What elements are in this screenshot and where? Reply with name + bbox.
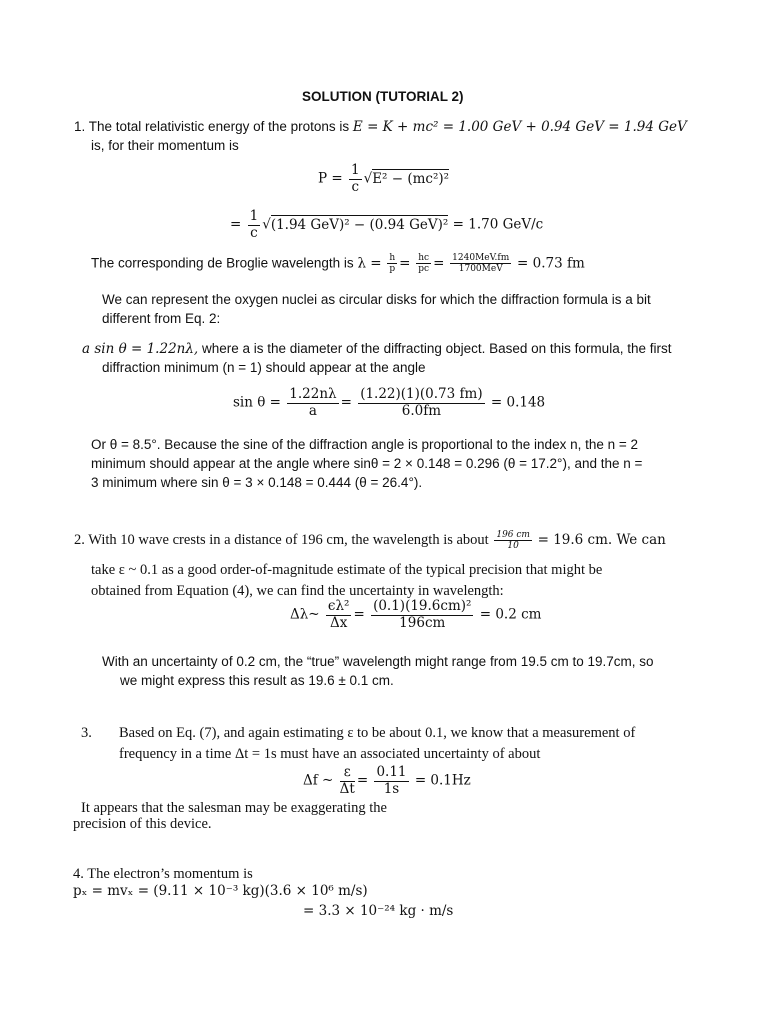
p1-eq2-right: = 1.70 GeV/c (452, 216, 544, 233)
p1-disk-line2: different from Eq. 2: (102, 311, 221, 326)
p3-eq-frac1 (340, 765, 355, 797)
p4-line1: 4. The electron’s momentum is (73, 866, 253, 882)
p1-energy-equation: E = K + mc² = 1.00 GeV + 0.94 GeV = 1.94 GeV (352, 119, 687, 135)
p1-wl-f2-den: pc (418, 264, 430, 275)
p3-tail2: precision of this device. (73, 816, 212, 832)
p1-or-line3: 3 minimum where sin θ = 3 × 0.148 = 0.444 (θ = 26.4°). (91, 475, 423, 490)
p1-eq1-frac (349, 163, 362, 195)
page-title: SOLUTION (TUTORIAL 2) (302, 89, 464, 104)
p1-sin-f2-den: 6.0fm (401, 402, 442, 419)
p2-eq-f2-den: 196cm (399, 614, 446, 631)
p1-line2: is, for their momentum is (91, 138, 239, 153)
p1-or-line1: Or θ = 8.5°. Because the sine of the diffraction angle is proportional to the index n, the n = 2 (91, 437, 639, 452)
p4-momentum-eq1: pₓ = mvₓ = (9.11 × 10⁻³ kg)(3.6 × 10⁶ m/s) (73, 883, 368, 899)
p3-frequency-equation: Δf ~ $\frac{\varepsilon}{\Delta t}$ = $\frac{0.11}{1s}$ = 0.1Hz (303, 764, 471, 797)
p2-eq-frac1 (326, 599, 352, 631)
p1-eq1-root: E² − (mc²)² (372, 170, 450, 187)
p1-eq2-den: c (250, 224, 258, 241)
p2-line1-frac (494, 530, 532, 552)
p3-eq-f1-num: ε (340, 765, 355, 782)
p1-formula-eq: a sin θ = 1.22nλ, (82, 341, 199, 357)
p1-wl-text: The corresponding de Broglie wavelength is (91, 255, 354, 271)
p2-eq-frac2 (371, 599, 473, 631)
p1-sin-f1-den: a (308, 402, 317, 419)
p2-line2: take ε ~ 0.1 as a good order-of-magnitude estimate of the typical precision that might be (91, 562, 603, 578)
p4-momentum-eq2: = 3.3 × 10⁻²⁴ kg · m/s (303, 903, 454, 919)
p3-number: 3. (81, 725, 92, 741)
p3-eq-left: Δf ~ (303, 772, 334, 789)
p1-sin-frac2 (358, 387, 484, 419)
p2-line3: obtained from Equation (4), we can find the uncertainty in wavelength: (91, 583, 504, 599)
p2-eq-right: = 0.2 cm (479, 606, 542, 623)
p1-wl-f1-den: p (389, 264, 396, 275)
p1-sin-frac1 (287, 387, 338, 419)
p2-eq-f1-den: Δx (330, 614, 348, 631)
p1-momentum-value: = $\frac{1}{c}$ √(1.94 GeV)² − (0.94 GeV)² = 1.70 GeV/c (230, 208, 544, 241)
p1-eq2-frac (248, 209, 261, 241)
p2-line1-text: 2. With 10 wave crests in a distance of 196 cm, the wavelength is about (74, 532, 489, 549)
p2-line1-right: = 19.6 cm. We can (537, 532, 666, 549)
p3-eq-f2-den: 1s (383, 780, 400, 797)
p2-unc-line2: we might express this result as 19.6 ± 0.1 cm. (120, 673, 394, 688)
p1-wl-frac1 (387, 253, 397, 275)
p1-wl-frac2 (416, 253, 431, 275)
p2-unc-line1: With an uncertainty of 0.2 cm, the “true” wavelength might range from 19.5 cm to 19.7cm, so (102, 654, 654, 669)
p1-eq1-den: c (351, 178, 360, 195)
p2-eq-f2-num: (0.1)(19.6cm)² (373, 598, 472, 614)
p1-eq1-left: P = (318, 170, 343, 187)
p1-wl-f2-num: hc (418, 253, 430, 263)
p3-eq-frac2 (374, 765, 408, 797)
p1-wl-frac3 (450, 253, 511, 275)
p2-line1-num: 196 cm (496, 530, 530, 540)
p1-wl-right: = 0.73 fm (517, 255, 585, 272)
p2-eq-left: Δλ~ (290, 606, 320, 623)
p1-or-line2: minimum should appear at the angle where sinθ = 2 × 0.148 = 0.296 (θ = 17.2°), and the n = (91, 456, 643, 471)
p3-tail1: It appears that the salesman may be exaggerating the (81, 800, 387, 816)
p1-eq2-eq: = (230, 216, 242, 233)
p3-eq-f2-num: 0.11 (376, 764, 407, 780)
p1-disk-line1: We can represent the oxygen nuclei as circular disks for which the diffraction formula is a bit (102, 292, 651, 307)
p1-sin-equation: sin θ = $\frac{1.22n\lambda}{a}$ = $\frac{(1.22)(1)(0.73 fm)}{6.0fm}$ = 0.148 (233, 386, 546, 419)
p2-uncertainty-equation: Δλ~ $\frac{\text{ϵλ²}}{\Delta x}$ = $\frac{\text{(0.1)(19.6cm)²}}{196cm}$ = 0.2 cm (290, 598, 542, 631)
p1-wl-f3-num: 1240MeV.fm (452, 253, 510, 263)
p1-sin-f2-num: (1.22)(1)(0.73 fm) (360, 386, 483, 402)
p2-line1 (74, 530, 666, 552)
p3-eq-f1-den: Δt (339, 780, 355, 797)
p2-eq-f1-num: ϵλ² (327, 598, 350, 614)
p1-formula-text: where a is the diameter of the diffracting object. Based on this formula, the first (201, 341, 672, 356)
p1-sin-f1-num: 1.22nλ (289, 386, 337, 402)
p1-line1 (74, 119, 687, 135)
p2-line1-den: 10 (507, 541, 519, 552)
p1-wl-lambda: λ = (357, 255, 382, 272)
p1-line1-text: 1. The total relativistic energy of the protons is (74, 119, 350, 134)
p1-sin-right: = 0.148 (490, 394, 546, 411)
p3-line2: frequency in a time Δt = 1s must have an associated uncertainty of about (119, 746, 541, 762)
p1-momentum-equation: P = $\frac{1}{c}$ √E² − (mc²)² (318, 162, 450, 195)
p3-eq-right: = 0.1Hz (414, 772, 471, 789)
p3-line1: Based on Eq. (7), and again estimating ε to be about 0.1, we know that a measurement of (119, 725, 636, 741)
p1-eq2-num: 1 (249, 208, 259, 224)
p1-wl-f3-den: 1700MeV (458, 264, 503, 275)
p1-sin-left: sin θ = (233, 394, 281, 411)
p1-formula-line (82, 341, 671, 357)
p1-eq2-root: (1.94 GeV)² − (0.94 GeV)² (270, 216, 449, 233)
p1-formula-line2: diffraction minimum (n = 1) should appear at the angle (102, 360, 426, 375)
p1-wavelength-line: The corresponding de Broglie wavelength is λ = $\frac{h}{p}$ = $\frac{hc}{pc}$ = $\frac{\text{1240MeV.fm}}{\text{1700MeV}}$ = 0.73 fm (91, 253, 585, 275)
p1-wl-f1-num: h (389, 253, 396, 263)
p1-eq1-num: 1 (350, 162, 360, 178)
